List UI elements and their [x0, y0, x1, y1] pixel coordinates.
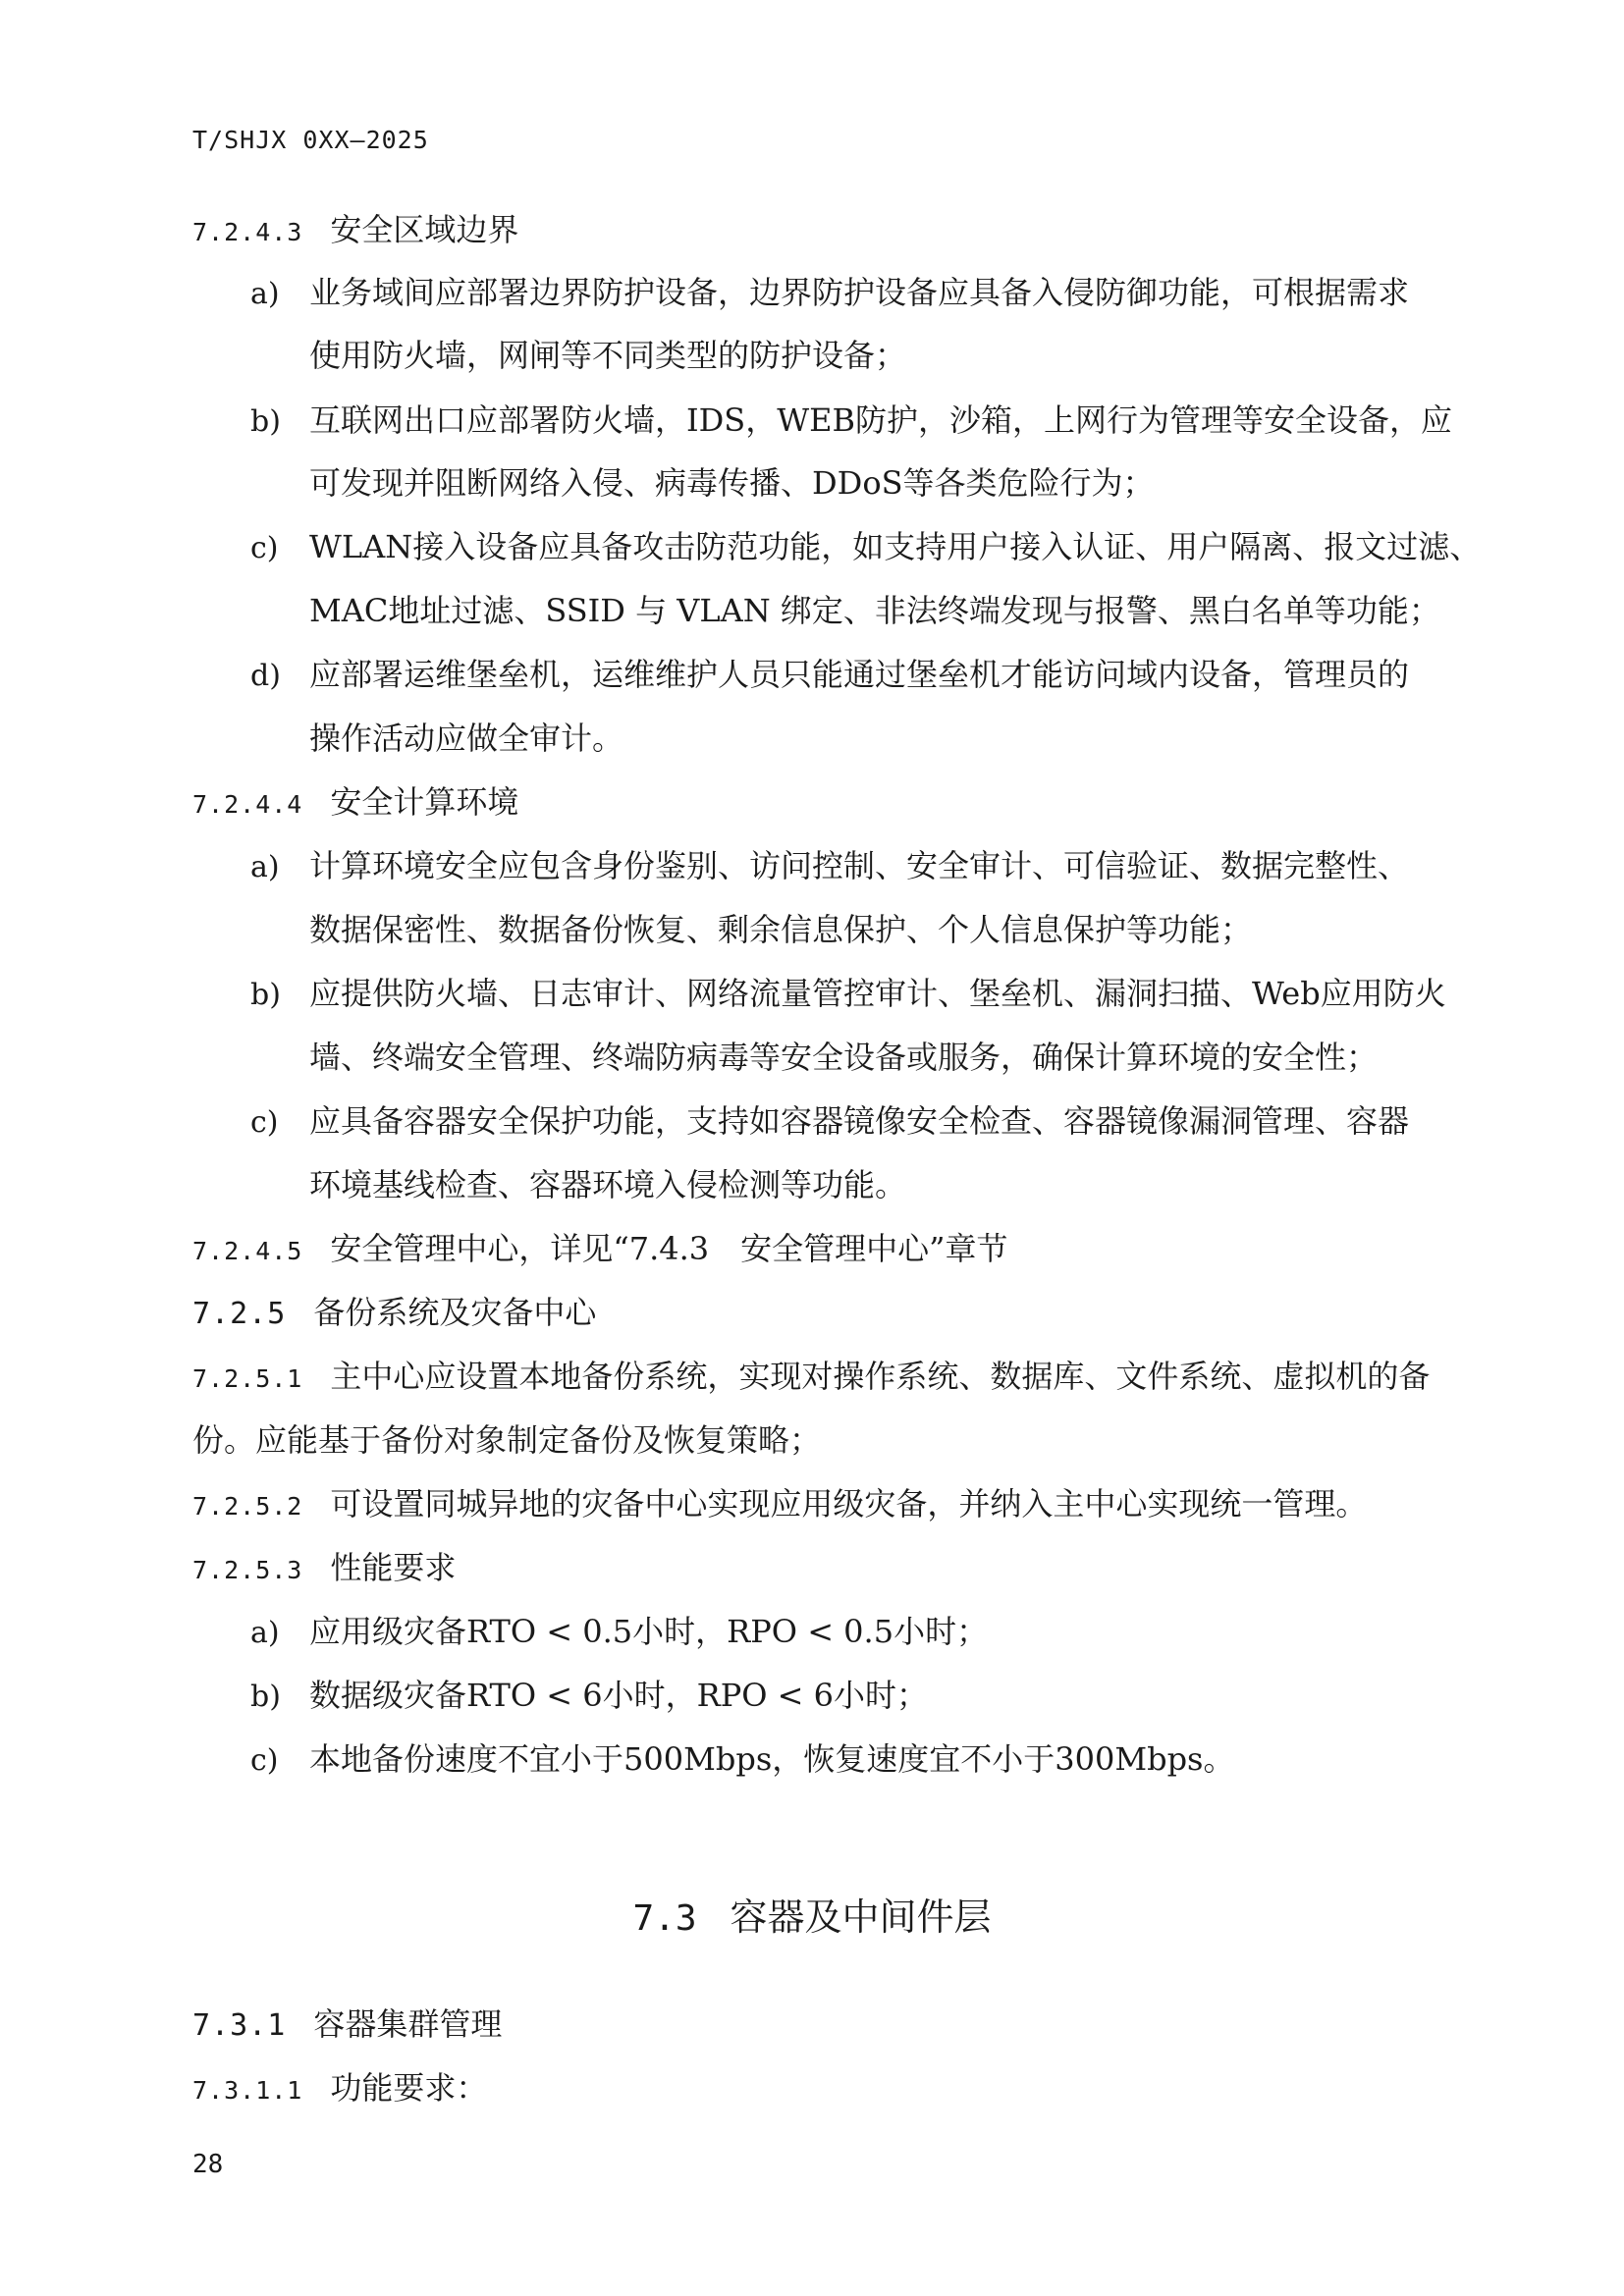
list-marker: c): [250, 531, 279, 565]
list-item-text: 本地备份速度不宜小于500Mbps，恢复速度宜不小于300Mbps。: [309, 1740, 1235, 1778]
list-item-continuation: 操作活动应做全审计。: [309, 720, 624, 757]
list-item: [250, 974, 1446, 1015]
page-number: 28: [192, 2150, 224, 2179]
section-number: 7.2.5.2: [192, 1492, 303, 1521]
list-marker: d): [250, 659, 281, 693]
list-item-text: 业务域间应部署边界防护设备，边界防护设备应具备入侵防御功能，可根据需求: [309, 274, 1410, 311]
chapter-7-3-heading: [0, 1887, 1624, 1941]
section-7-2-5-heading: [192, 1293, 596, 1334]
list-item: [250, 273, 1409, 314]
list-marker: a): [250, 850, 280, 884]
list-item: [250, 1612, 988, 1653]
list-item: [250, 1101, 1409, 1143]
section-7-2-4-5-heading: [192, 1229, 1008, 1271]
paragraph-text: 主中心应设置本地备份系统，实现对操作系统、数据库、文件系统、虚拟机的备: [330, 1358, 1431, 1395]
section-number: 7.2.4.4: [192, 790, 303, 819]
section-number: 7.2.5.1: [192, 1364, 303, 1393]
list-item-text: 应部署运维堡垒机，运维维护人员只能通过堡垒机才能访问域内设备，管理员的: [309, 656, 1410, 693]
section-7-2-5-3-heading: [192, 1548, 456, 1590]
paragraph-text: 可设置同城异地的灾备中心实现应用级灾备，并纳入主中心实现统一管理。: [330, 1485, 1368, 1522]
section-number: 7.2.5.3: [192, 1556, 303, 1584]
paragraph-continuation: 份。应能基于备份对象制定备份及恢复策略；: [192, 1421, 822, 1459]
list-marker: b): [250, 404, 281, 439]
list-marker: a): [250, 1616, 280, 1650]
section-7-2-4-3-heading: [192, 210, 518, 252]
list-item-text: WLAN接入设备应具备攻击防范功能，如支持用户接入认证、用户隔离、报文过滤、: [309, 528, 1482, 565]
section-title: 安全区域边界: [330, 211, 519, 248]
list-item: [250, 846, 1409, 887]
chapter-number: 7.3: [632, 1898, 697, 1939]
list-item-text: 应提供防火墙、日志审计、网络流量管控审计、堡垒机、漏洞扫描、Web应用防火: [309, 975, 1446, 1012]
list-item: [250, 1676, 928, 1717]
list-item-continuation: 数据保密性、数据备份恢复、剩余信息保护、个人信息保护等功能；: [309, 911, 1253, 948]
list-item: [250, 1739, 1234, 1781]
section-title: 容器集群管理: [313, 2005, 503, 2043]
section-title: 功能要求：: [330, 2069, 488, 2107]
section-title: 安全计算环境: [330, 783, 519, 821]
list-item-continuation: 墙、终端安全管理、终端防病毒等安全设备或服务，确保计算环境的安全性；: [309, 1039, 1379, 1076]
list-item-text: 应具备容器安全保护功能，支持如容器镜像安全检查、容器镜像漏洞管理、容器: [309, 1102, 1410, 1140]
list-marker: a): [250, 277, 280, 311]
section-7-2-5-2-paragraph: [192, 1484, 1367, 1526]
list-item: [250, 400, 1452, 442]
section-text: 安全管理中心，详见“7.4.3 安全管理中心”章节: [330, 1230, 1008, 1267]
section-7-3-1-1-heading: [192, 2068, 487, 2110]
list-item-continuation: 使用防火墙，网闸等不同类型的防护设备；: [309, 337, 907, 374]
list-item-continuation: 可发现并阻断网络入侵、病毒传播、DDoS等各类危险行为；: [309, 464, 1155, 502]
chapter-title: 容器及中间件层: [730, 1896, 992, 1939]
section-number: 7.2.5: [192, 1297, 287, 1331]
section-number: 7.2.4.5: [192, 1237, 303, 1265]
section-7-2-4-4-heading: [192, 782, 518, 825]
list-item: [250, 527, 1481, 568]
list-item-continuation: 环境基线检查、容器环境入侵检测等功能。: [309, 1166, 907, 1203]
section-number: 7.3.1.1: [192, 2076, 303, 2105]
section-7-3-1-heading: [192, 2004, 502, 2046]
list-item-continuation: MAC地址过滤、SSID 与 VLAN 绑定、非法终端发现与报警、黑白名单等功能；: [309, 592, 1440, 629]
list-item-text: 数据级灾备RTO < 6小时，RPO < 6小时；: [309, 1677, 929, 1714]
list-marker: c): [250, 1105, 279, 1140]
list-marker: b): [250, 1680, 281, 1714]
section-number: 7.3.1: [192, 2008, 287, 2043]
list-item-text: 计算环境安全应包含身份鉴别、访问控制、安全审计、可信验证、数据完整性、: [309, 847, 1410, 884]
list-marker: b): [250, 978, 281, 1012]
list-marker: c): [250, 1743, 279, 1778]
section-number: 7.2.4.3: [192, 218, 303, 246]
section-7-2-5-1-paragraph: [192, 1357, 1430, 1399]
section-title: 性能要求: [330, 1549, 457, 1586]
list-item-text: 应用级灾备RTO < 0.5小时，RPO < 0.5小时；: [309, 1613, 989, 1650]
document-id-header: T/SHJX 0XX—2025: [192, 126, 429, 154]
section-title: 备份系统及灾备中心: [313, 1294, 597, 1331]
list-item: [250, 655, 1409, 696]
list-item-text: 互联网出口应部署防火墙，IDS，WEB防护，沙箱，上网行为管理等安全设备，应: [309, 401, 1452, 439]
